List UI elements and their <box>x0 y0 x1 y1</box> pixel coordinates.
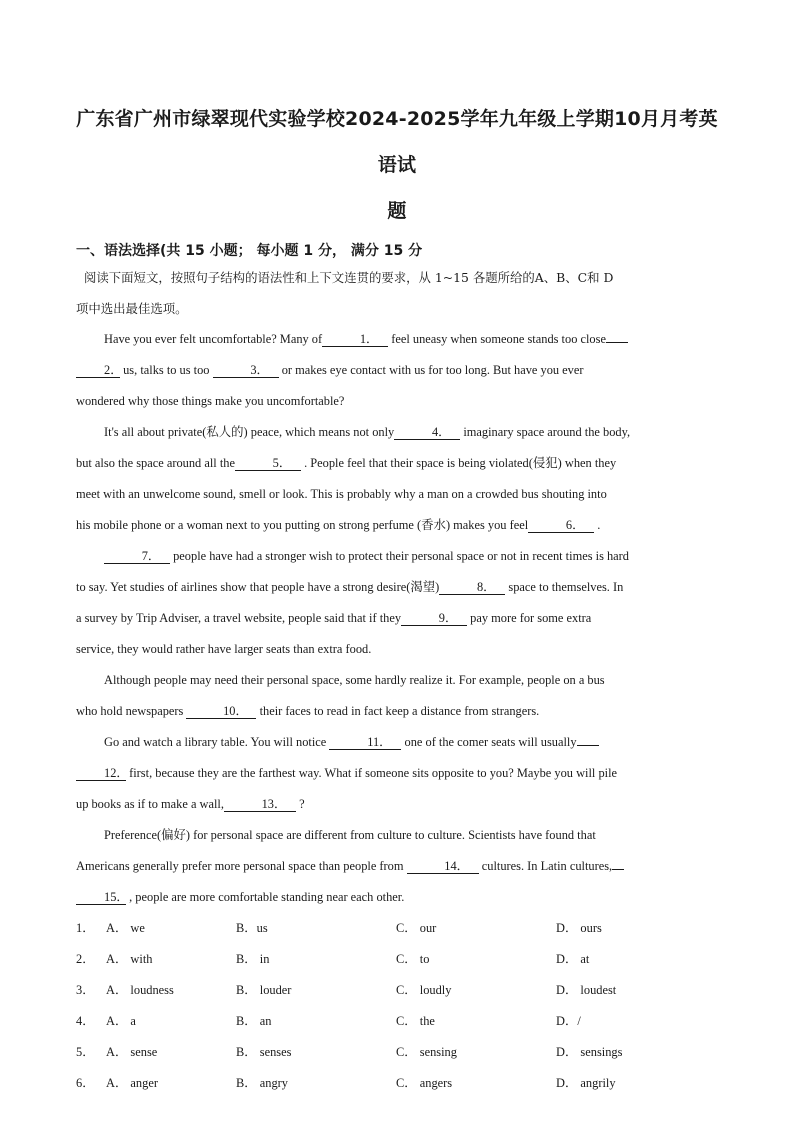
blank-2-start <box>606 342 628 343</box>
option-a[interactable]: A． anger <box>106 1076 158 1090</box>
instructions: 阅读下面短文，按照句子结构的语法性和上下文连贯的要求，从 1~15 各题所给的A、B、C和 D 项中选出最佳选项。 <box>76 270 614 316</box>
blank-1: 1． <box>322 332 388 347</box>
option-row: 5． A． sense B． senses C． sensing D． sensings <box>76 1037 718 1068</box>
option-b[interactable]: B．us <box>236 921 268 935</box>
paragraph-6: Preference(偏好) for personal space are different from culture to culture. Scientists have found that Americans generally prefer more personal space than people from 14． cultures. In Latin cultures, 15． , people are more comfortable standing near each other. <box>76 820 718 913</box>
blank-9: 9． <box>401 611 467 626</box>
option-a[interactable]: A． loudness <box>106 983 174 997</box>
option-a[interactable]: A． a <box>106 1014 136 1028</box>
option-d[interactable]: D． angrily <box>556 1076 616 1090</box>
option-d[interactable]: D． loudest <box>556 983 617 997</box>
blank-5: 5． <box>235 456 301 471</box>
option-a[interactable]: A． sense <box>106 1045 158 1059</box>
option-d[interactable]: D． sensings <box>556 1045 623 1059</box>
paragraph-2: It's all about private(私人的) peace, which means not only 4． imaginary space around the body, but also the space around all the 5． . People feel that their space is being violated(侵犯) when they meet with an unwelcome sound, smell or look. This is probably why a man on a crowded bus shouting into his mobile phone or a woman next to you putting on strong perfume (香水) makes you feel 6． . <box>76 425 631 532</box>
option-row: 6． A． anger B． angry C． angers D． angrily <box>76 1068 718 1099</box>
section-heading: 一、语法选择(共 15 小题； 每小题 1 分， 满分 15 分 <box>76 243 423 259</box>
option-c[interactable]: C． sensing <box>396 1045 457 1059</box>
option-row: 1． A． we B．us C． our D． ours <box>76 913 718 944</box>
option-c[interactable]: C． to <box>396 952 430 966</box>
blank-14: 14． <box>407 859 479 874</box>
option-c[interactable]: C． our <box>396 921 437 935</box>
option-b[interactable]: B． angry <box>236 1076 288 1090</box>
option-d[interactable]: D． at <box>556 952 590 966</box>
option-c[interactable]: C． loudly <box>396 983 452 997</box>
option-b[interactable]: B． senses <box>236 1045 292 1059</box>
option-b[interactable]: B． in <box>236 952 270 966</box>
option-d[interactable]: D．/ <box>556 1014 581 1028</box>
option-c[interactable]: C． the <box>396 1014 435 1028</box>
blank-10: 10． <box>186 704 256 719</box>
blank-3: 3． <box>213 363 279 378</box>
paragraph-1: Have you ever felt uncomfortable? Many of 1． feel uneasy when someone stands too close 2． us, talks to us too 3． or makes eye contact with us for too long. But have you ever wondered why those things make you uncomfortable? <box>76 324 718 417</box>
blank-6: 6． <box>528 518 594 533</box>
blank-4: 4． <box>394 425 460 440</box>
option-a[interactable]: A． we <box>106 921 145 935</box>
option-row: 3． A． loudness B． louder C． loudly D． loudest <box>76 975 718 1006</box>
option-c[interactable]: C． angers <box>396 1076 453 1090</box>
option-b[interactable]: B． an <box>236 1014 272 1028</box>
option-b[interactable]: B． louder <box>236 983 292 997</box>
blank-15: 15． <box>76 890 126 905</box>
title-line-2: 题 <box>387 200 407 222</box>
option-row: 4． A． a B． an C． the D．/ <box>76 1006 718 1037</box>
option-d[interactable]: D． ours <box>556 921 602 935</box>
option-row: 2． A． with B． in C． to D． at <box>76 944 718 975</box>
blank-15-start <box>612 869 624 870</box>
options-list <box>76 913 718 1099</box>
title-line-1: 广东省广州市绿翠现代实验学校2024-2025学年九年级上学期10月月考英语试 <box>76 108 718 176</box>
blank-12: 12． <box>76 766 126 781</box>
blank-2: 2． <box>76 363 120 378</box>
paragraph-4: Although people may need their personal space, some hardly realize it. For example, people on a bus who hold newspapers 10． their faces to read in fact keep a distance from strangers. <box>76 673 605 718</box>
paragraph-3: 7． people have had a stronger wish to protect their personal space or not in recent times is hard to say. Yet studies of airlines show that people have a strong desire(渴望) 8． space to themselves. In a survey by Trip Adviser, a travel website, people said that if they 9． pay more for some extra service, they would rather have larger seats than extra food. <box>76 549 630 656</box>
blank-11: 11． <box>329 735 401 750</box>
blank-8: 8． <box>439 580 505 595</box>
blank-13: 13． <box>224 797 296 812</box>
paragraph-5: Go and watch a library table. You will notice 11． one of the comer seats will usually 12． first, because they are the farthest way. What if someone sits opposite to you? Maybe you will pile up books as if to make a wall, 13． ? <box>76 735 618 811</box>
blank-12-start <box>577 745 599 746</box>
document-title <box>76 0 718 234</box>
option-a[interactable]: A． with <box>106 952 153 966</box>
blank-7: 7． <box>104 549 170 564</box>
